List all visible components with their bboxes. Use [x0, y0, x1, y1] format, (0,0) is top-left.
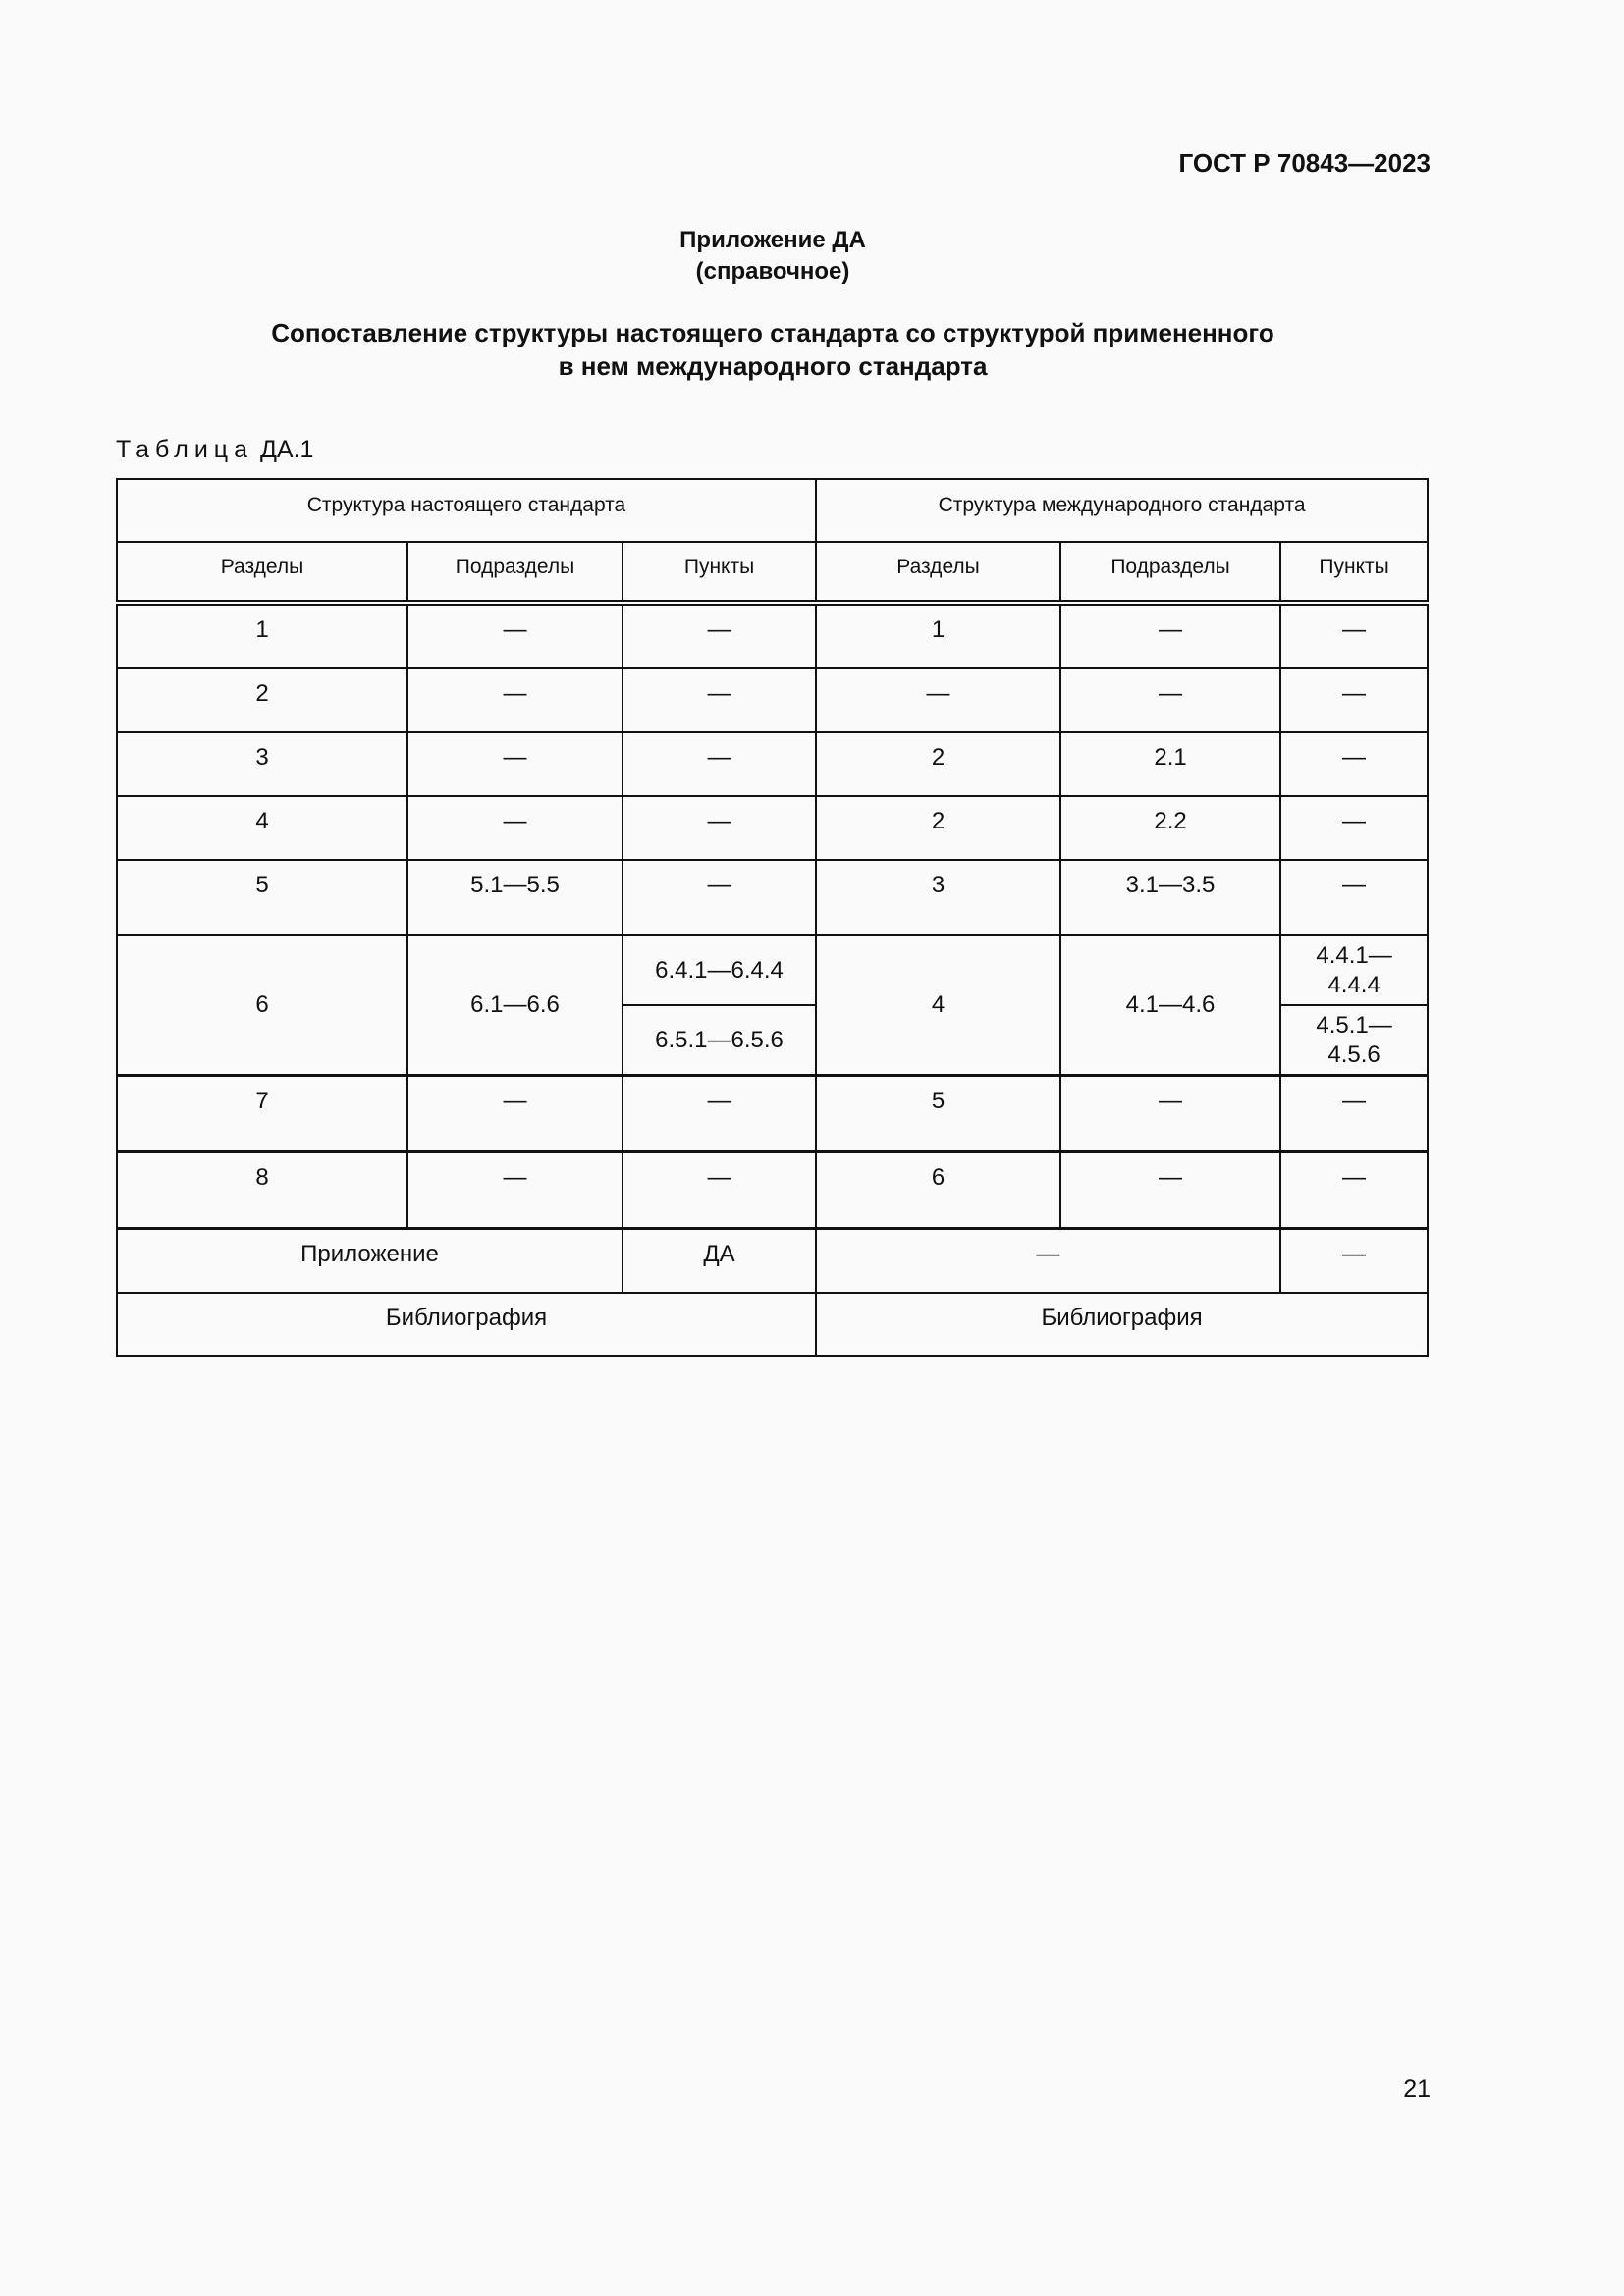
col-header-intl-points: Пункты [1280, 542, 1428, 603]
appendix-value-cell: ДА [623, 1229, 816, 1294]
page-number: 21 [1403, 2075, 1431, 2103]
table-row [117, 668, 1428, 732]
table-cell: 3 [117, 732, 407, 796]
table-caption-number: ДА.1 [259, 436, 314, 463]
table-cell: — [1060, 1152, 1280, 1229]
document-code: ГОСТ Р 70843—2023 [1178, 148, 1431, 178]
annex-heading-line-1: Сопоставление структуры настоящего стандарта со структурой примененного [271, 318, 1274, 347]
col-header-points: Пункты [623, 542, 816, 603]
table-cell-line: 4.5.6 [1327, 1041, 1380, 1068]
annex-title: Приложение ДА [679, 227, 866, 253]
table-cell: — [1280, 796, 1428, 860]
table-cell: 4 [117, 796, 407, 860]
group-header-international: Структура международного стандарта [816, 479, 1428, 542]
structure-comparison-table [116, 478, 1429, 1357]
table-cell: — [1280, 732, 1428, 796]
table-cell: 2.1 [1060, 732, 1280, 796]
table-cell: 2 [117, 668, 407, 732]
table-cell: — [1280, 603, 1428, 668]
table-row [117, 796, 1428, 860]
table-cell: 6.5.1—6.5.6 [623, 1005, 816, 1076]
table-cell: — [1280, 1076, 1428, 1152]
table-cell: 5.1—5.5 [407, 860, 623, 935]
table-cell: — [623, 796, 816, 860]
table-row [117, 603, 1428, 668]
bibliography-cell: Библиография [117, 1293, 816, 1356]
table-cell: 1 [117, 603, 407, 668]
table-cell-line: 4.5.1— [1316, 1011, 1392, 1039]
bibliography-intl-cell: Библиография [816, 1293, 1428, 1356]
table-cell-line: 4.4.1— [1316, 941, 1392, 969]
table-cell: — [407, 796, 623, 860]
col-header-subsections: Подразделы [407, 542, 623, 603]
table-cell: — [816, 668, 1060, 732]
table-row [117, 935, 1428, 1005]
table-cell [1280, 1005, 1428, 1076]
table-cell: — [407, 1076, 623, 1152]
annex-heading-line-2: в нем международного стандарта [558, 351, 988, 381]
appendix-intl-points-cell: — [1280, 1229, 1428, 1294]
col-header-intl-subsections: Подразделы [1060, 542, 1280, 603]
table-cell: — [623, 732, 816, 796]
table-cell: — [1060, 1076, 1280, 1152]
table-cell: 6 [816, 1152, 1060, 1229]
table-cell: 5 [816, 1076, 1060, 1152]
table-cell: — [1280, 1152, 1428, 1229]
annex-subtitle: (справочное) [695, 258, 850, 285]
table-cell: 3 [816, 860, 1060, 935]
table-row [117, 1152, 1428, 1229]
table-row-appendix [117, 1229, 1428, 1294]
table-cell: — [407, 668, 623, 732]
table-cell: 1 [816, 603, 1060, 668]
table-group-header-row [117, 479, 1428, 542]
table-cell: 2.2 [1060, 796, 1280, 860]
table-cell: — [1280, 860, 1428, 935]
table-cell-line: 4.4.4 [1327, 971, 1380, 998]
table-caption [116, 436, 313, 464]
table-cell: — [1060, 603, 1280, 668]
table-cell: 4.1—4.6 [1060, 935, 1280, 1076]
table-caption-word: Таблица [116, 436, 254, 463]
table-cell: — [623, 860, 816, 935]
table-cell: 6.1—6.6 [407, 935, 623, 1076]
table-row [117, 1076, 1428, 1152]
table-cell: 2 [816, 732, 1060, 796]
table-row [117, 732, 1428, 796]
table-cell: 7 [117, 1076, 407, 1152]
table-cell: — [623, 1152, 816, 1229]
table-cell: — [1280, 668, 1428, 732]
table-cell: — [407, 1152, 623, 1229]
annex-heading [0, 316, 1545, 383]
table-cell [1280, 935, 1428, 1005]
appendix-label-cell: Приложение [117, 1229, 623, 1294]
table-cell: — [623, 603, 816, 668]
table-cell: — [407, 603, 623, 668]
table-row-bibliography [117, 1293, 1428, 1356]
table-cell: 3.1—3.5 [1060, 860, 1280, 935]
table-cell: — [623, 1076, 816, 1152]
table-cell: 4 [816, 935, 1060, 1076]
table-cell: — [623, 668, 816, 732]
table-cell: 8 [117, 1152, 407, 1229]
col-header-intl-sections: Разделы [816, 542, 1060, 603]
table-row [117, 860, 1428, 935]
table-column-header-row [117, 542, 1428, 603]
group-header-national: Структура настоящего стандарта [117, 479, 816, 542]
table-cell: 2 [816, 796, 1060, 860]
table-cell: 5 [117, 860, 407, 935]
table-cell: — [1060, 668, 1280, 732]
table-cell: 6.4.1—6.4.4 [623, 935, 816, 1005]
table-cell: 6 [117, 935, 407, 1076]
table-cell: — [407, 732, 623, 796]
col-header-sections: Разделы [117, 542, 407, 603]
appendix-intl-cell: — [816, 1229, 1280, 1294]
